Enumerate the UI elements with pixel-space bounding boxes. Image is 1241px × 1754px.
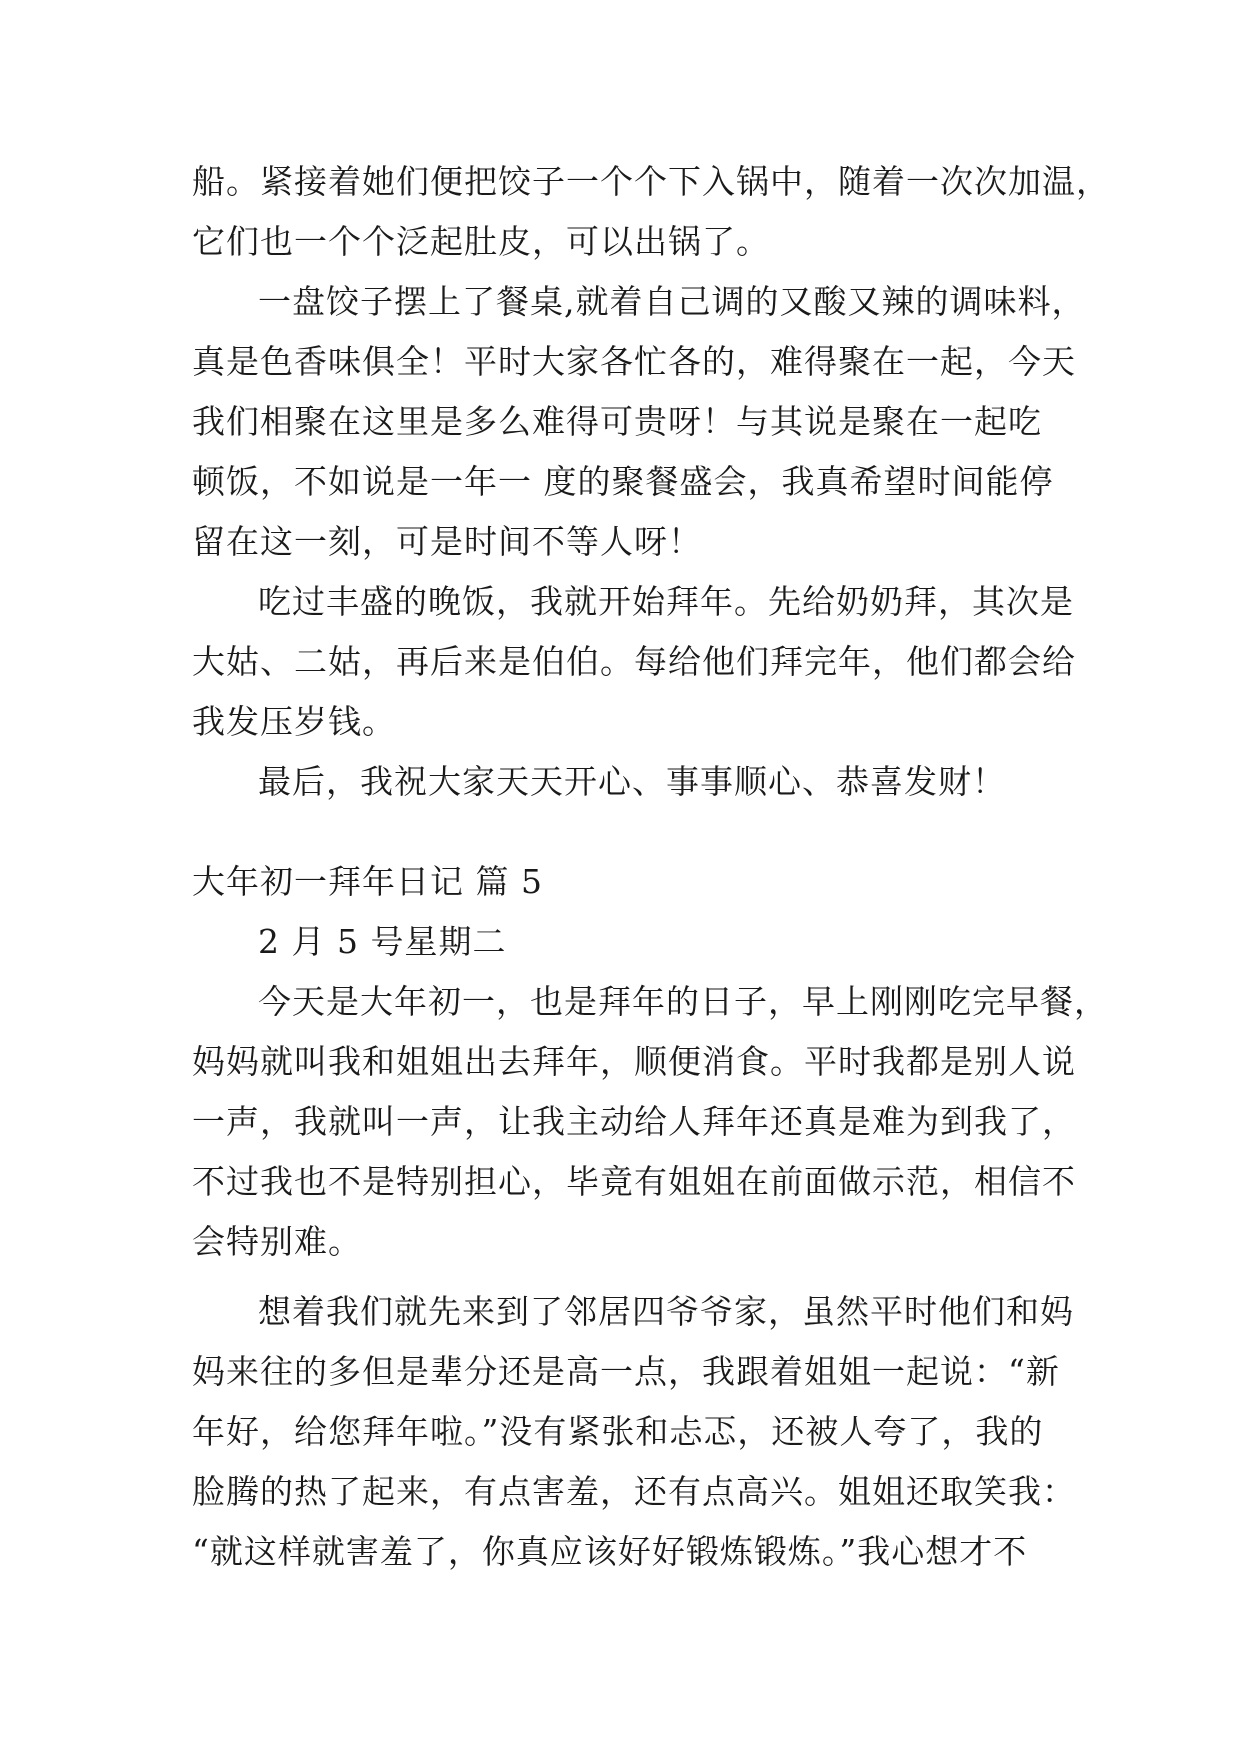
text-line: 留在这一刻，可是时间不等人呀！ xyxy=(192,522,702,561)
text-line: 想着我们就先来到了邻居四爷爷家，虽然平时他们和妈 xyxy=(258,1292,1074,1331)
text-line: 大姑、二姑，再后来是伯伯。每给他们拜完年，他们都会给 xyxy=(192,642,1076,681)
text-line: 今天是大年初一，也是拜年的日子，早上刚刚吃完早餐， xyxy=(258,982,1108,1021)
text-line: 我们相聚在这里是多么难得可贵呀！与其说是聚在一起吃 xyxy=(192,402,1042,441)
text-line: 顿饭，不如说是一年一 度的聚餐盛会，我真希望时间能停 xyxy=(192,462,1054,501)
text-line: 会特别难。 xyxy=(192,1222,362,1261)
text-line: 妈来往的多但是辈分还是高一点，我跟着姐姐一起说：“新 xyxy=(192,1352,1060,1391)
text-line: 年好，给您拜年啦。”没有紧张和忐忑，还被人夸了，我的 xyxy=(192,1412,1044,1451)
text-line: 不过我也不是特别担心，毕竟有姐姐在前面做示范，相信不 xyxy=(192,1162,1076,1201)
text-line: 它们也一个个泛起肚皮，可以出锅了。 xyxy=(192,222,770,261)
text-line: “就这样就害羞了，你真应该好好锻炼锻炼。”我心想才不 xyxy=(192,1532,1028,1571)
text-line: 吃过丰盛的晚饭，我就开始拜年。先给奶奶拜，其次是 xyxy=(258,582,1074,621)
text-line: 我发压岁钱。 xyxy=(192,702,396,741)
diary-date: 2 月 5 号星期二 xyxy=(258,922,507,961)
text-line: 妈妈就叫我和姐姐出去拜年，顺便消食。平时我都是别人说 xyxy=(192,1042,1076,1081)
text-line: 一盘饺子摆上了餐桌,就着自己调的又酸又辣的调味料， xyxy=(258,282,1086,321)
text-line: 真是色香味俱全！平时大家各忙各的，难得聚在一起，今天 xyxy=(192,342,1076,381)
text-line: 一声，我就叫一声，让我主动给人拜年还真是难为到我了， xyxy=(192,1102,1076,1141)
section-heading: 大年初一拜年日记 篇 5 xyxy=(192,862,543,901)
text-line: 最后，我祝大家天天开心、事事顺心、恭喜发财！ xyxy=(258,762,1006,801)
text-line: 船。紧接着她们便把饺子一个个下入锅中，随着一次次加温， xyxy=(192,162,1110,201)
text-line: 脸腾的热了起来，有点害羞，还有点高兴。姐姐还取笑我： xyxy=(192,1472,1076,1511)
